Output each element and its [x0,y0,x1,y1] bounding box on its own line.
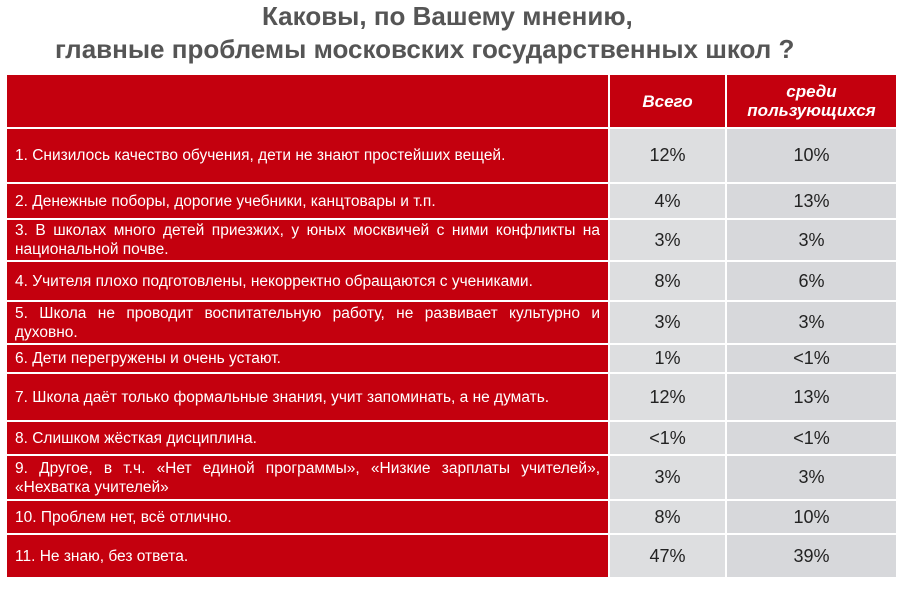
value-total: 3% [609,219,726,261]
value-total: 47% [609,534,726,578]
row-label: 5. Школа не проводит воспитательную работу, не развивает культурно и духовно. [6,301,609,344]
table-row [6,421,897,455]
chart-title [0,0,900,72]
value-total: 12% [609,128,726,183]
value-users: 13% [726,373,897,421]
survey-table [5,73,898,579]
value-total: 1% [609,344,726,373]
column-header-users: среди пользующихся [726,74,897,128]
table-row [6,500,897,534]
row-label: 3. В школах много детей приезжих, у юных москвичей с ними конфликты на национальной почве. [6,219,609,261]
value-users: 3% [726,455,897,500]
title-line-2: главные проблемы московских государственных школ ? [55,34,795,64]
value-users: 13% [726,183,897,219]
row-label: 9. Другое, в т.ч. «Нет единой программы», «Низкие зарплаты учителей», «Нехватка учителей» [6,455,609,500]
row-label: 7. Школа даёт только формальные знания, учит запоминать, а не думать. [6,373,609,421]
value-users: 6% [726,261,897,301]
table-row [6,373,897,421]
column-header-total: Всего [609,74,726,128]
table-row [6,534,897,578]
row-label: 1. Снизилось качество обучения, дети не знают простейших вещей. [6,128,609,183]
value-users: 3% [726,301,897,344]
row-label: 4. Учителя плохо подготовлены, некорректно обращаются с учениками. [6,261,609,301]
value-users: 10% [726,128,897,183]
header-row [6,74,897,128]
value-total: 8% [609,500,726,534]
value-total: <1% [609,421,726,455]
row-label: 8. Слишком жёсткая дисциплина. [6,421,609,455]
value-total: 4% [609,183,726,219]
value-total: 12% [609,373,726,421]
value-users: <1% [726,344,897,373]
row-label: 2. Денежные поборы, дорогие учебники, канцтовары и т.п. [6,183,609,219]
value-users: 3% [726,219,897,261]
row-label: 6. Дети перегружены и очень устают. [6,344,609,373]
table-row [6,183,897,219]
table-row [6,219,897,261]
table-row [6,344,897,373]
table-row [6,128,897,183]
value-total: 3% [609,455,726,500]
table-row [6,455,897,500]
row-label: 11. Не знаю, без ответа. [6,534,609,578]
row-label: 10. Проблем нет, всё отлично. [6,500,609,534]
table-row [6,261,897,301]
title-line-1: Каковы, по Вашему мнению, [262,1,633,31]
value-users: 39% [726,534,897,578]
value-total: 8% [609,261,726,301]
header-blank-cell [6,74,609,128]
value-total: 3% [609,301,726,344]
value-users: <1% [726,421,897,455]
table-row [6,301,897,344]
value-users: 10% [726,500,897,534]
